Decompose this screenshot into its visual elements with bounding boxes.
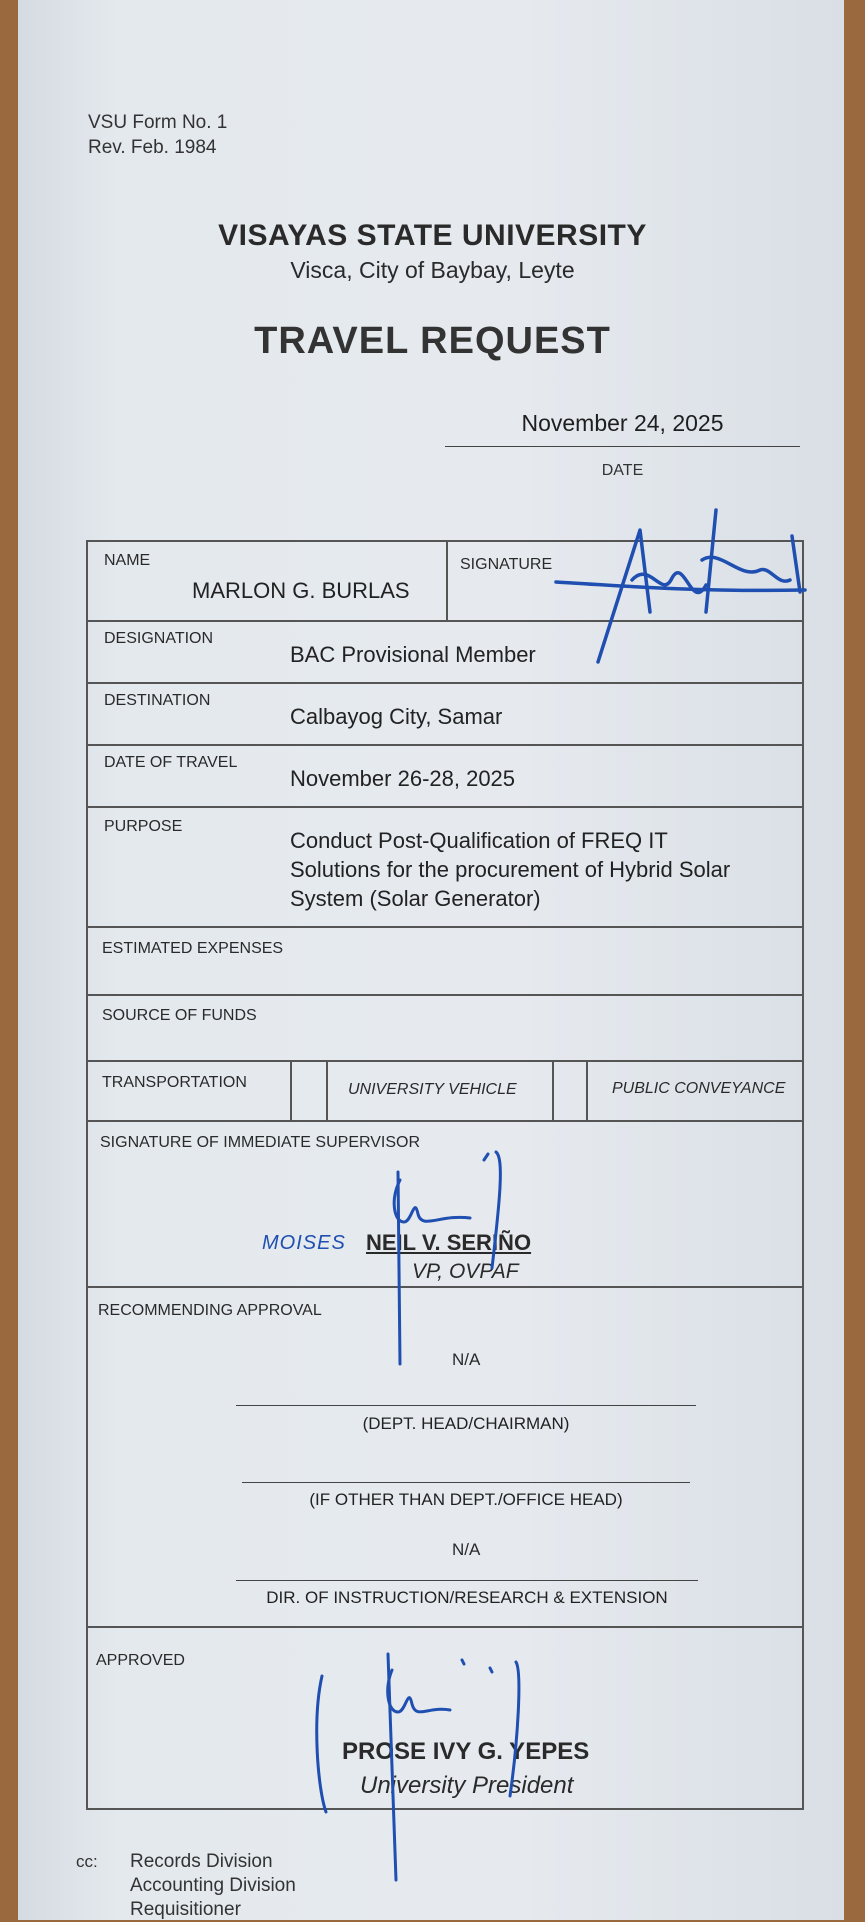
row-divider xyxy=(86,620,804,622)
purpose-label: PURPOSE xyxy=(104,818,183,835)
row-divider xyxy=(86,744,804,746)
purpose-line: Conduct Post-Qualification of FREQ IT xyxy=(290,828,668,853)
transport-divider xyxy=(290,1060,292,1122)
recommending-approval-label: RECOMMENDING APPROVAL xyxy=(98,1302,322,1319)
row-divider xyxy=(86,1626,804,1628)
date-label: DATE xyxy=(601,462,644,479)
transport-divider xyxy=(326,1060,328,1122)
transport-divider xyxy=(552,1060,554,1122)
supervisor-handwritten-note: MOISES xyxy=(262,1232,346,1254)
table-border-right xyxy=(802,540,804,1810)
form-title: TRAVEL REQUEST xyxy=(254,320,611,362)
purpose-line: System (Solar Generator) xyxy=(290,886,541,911)
estimated-expenses-label: ESTIMATED EXPENSES xyxy=(102,940,284,957)
date-underline xyxy=(445,446,800,447)
paper-sheet xyxy=(18,0,844,1920)
destination-label: DESTINATION xyxy=(104,692,211,709)
other-head-caption: (IF OTHER THAN DEPT./OFFICE HEAD) xyxy=(309,1490,623,1509)
cc-recipient: Requisitioner xyxy=(130,1899,241,1920)
transport-divider xyxy=(586,1060,588,1122)
transportation-label: TRANSPORTATION xyxy=(102,1074,247,1091)
dept-head-caption: (DEPT. HEAD/CHAIRMAN) xyxy=(362,1414,570,1433)
row-divider xyxy=(86,1286,804,1288)
table-border-bottom xyxy=(86,1808,804,1810)
date-of-travel-value: November 26-28, 2025 xyxy=(290,766,516,791)
table-border-top xyxy=(86,540,804,542)
destination-value: Calbayog City, Samar xyxy=(290,704,503,729)
cc-label: cc: xyxy=(76,1852,98,1871)
form-revision-text: Rev. Feb. 1984 xyxy=(88,137,217,158)
recommending-value-2: N/A xyxy=(452,1540,481,1559)
designation-value: BAC Provisional Member xyxy=(290,642,536,667)
date-value: November 24, 2025 xyxy=(521,410,724,436)
row-divider xyxy=(86,682,804,684)
name-label: NAME xyxy=(104,552,151,569)
transport-option-public-conveyance: PUBLIC CONVEYANCE xyxy=(612,1080,786,1097)
other-head-signature-line xyxy=(242,1482,690,1483)
director-signature-line xyxy=(236,1580,698,1581)
row-divider xyxy=(86,1060,804,1062)
purpose-value xyxy=(290,826,730,913)
row-divider xyxy=(86,926,804,928)
table-border-left xyxy=(86,540,88,1810)
university-name: VISAYAS STATE UNIVERSITY xyxy=(218,219,647,252)
row-divider xyxy=(86,994,804,996)
signature-label: SIGNATURE xyxy=(460,556,553,573)
row-divider xyxy=(86,806,804,808)
recommending-value-1: N/A xyxy=(452,1350,481,1369)
cc-recipient: Records Division xyxy=(130,1851,273,1872)
row-divider xyxy=(86,1120,804,1122)
form-no-text: VSU Form No. 1 xyxy=(88,112,228,133)
source-of-funds-label: SOURCE OF FUNDS xyxy=(102,1007,257,1024)
director-caption: DIR. OF INSTRUCTION/RESEARCH & EXTENSION xyxy=(266,1588,668,1607)
cc-list xyxy=(130,1850,296,1922)
form-number xyxy=(88,110,227,160)
supervisor-signature-label: SIGNATURE OF IMMEDIATE SUPERVISOR xyxy=(100,1134,421,1151)
supervisor-position: VP, OVPAF xyxy=(412,1260,519,1283)
approver-name: PROSE IVY G. YEPES xyxy=(342,1738,590,1765)
approver-position: University President xyxy=(360,1772,574,1799)
supervisor-name: NEIL V. SERIÑO xyxy=(366,1230,532,1255)
transport-option-university-vehicle: UNIVERSITY VEHICLE xyxy=(348,1081,517,1098)
purpose-line: Solutions for the procurement of Hybrid Solar xyxy=(290,857,731,882)
approved-label: APPROVED xyxy=(96,1652,185,1669)
cc-recipient: Accounting Division xyxy=(130,1875,296,1896)
name-value: MARLON G. BURLAS xyxy=(192,578,410,603)
university-address: Visca, City of Baybay, Leyte xyxy=(290,257,575,283)
dept-head-signature-line xyxy=(236,1405,696,1406)
designation-label: DESIGNATION xyxy=(104,630,214,647)
date-of-travel-label: DATE OF TRAVEL xyxy=(104,754,238,771)
name-signature-divider xyxy=(446,540,448,622)
